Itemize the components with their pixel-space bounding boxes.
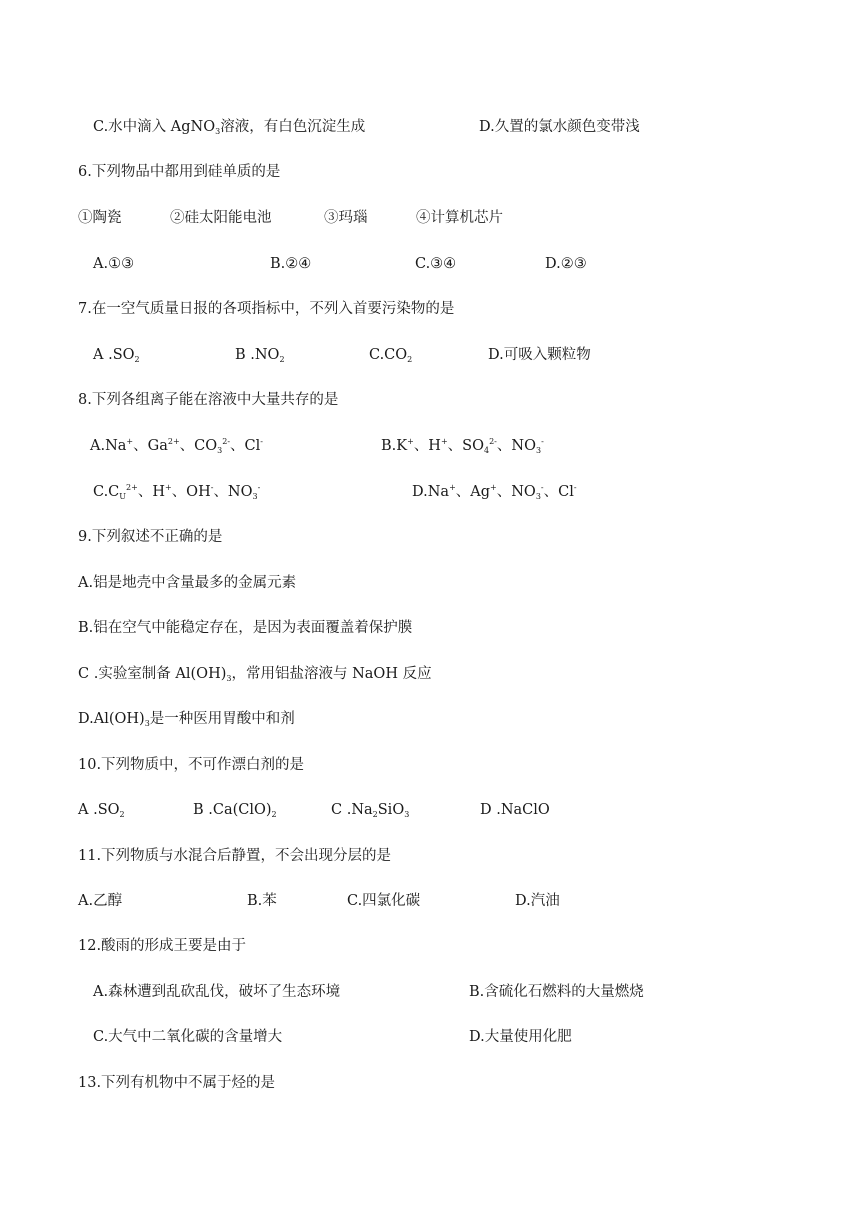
q9-option-b: B.铝在空气中能稳定存在，是因为表面覆盖着保护膜 xyxy=(78,620,413,636)
q9-option-a: A.铝是地壳中含量最多的金属元素 xyxy=(78,575,297,591)
q10-option-b: B $.Ca(ClO)_2$ xyxy=(193,802,277,819)
q8-stem: 8.下列各组离子能在溶液中大量共存的是 xyxy=(78,392,339,408)
q11-option-c: C.四氯化碳 xyxy=(347,893,421,909)
q7-option-d: D.可吸入颗粒物 xyxy=(488,347,591,363)
q10-option-d: D .NaClO xyxy=(480,802,550,818)
q12-option-d: D.大量使用化肥 xyxy=(469,1029,572,1045)
q10-stem: 10.下列物质中，不可作漂白剂的是 xyxy=(78,757,305,773)
q12-stem: 12.酸雨的形成王要是由于 xyxy=(78,938,247,954)
q9-stem: 9.下列叙述不正确的是 xyxy=(78,529,223,545)
q12-option-a: A.森林遭到乱砍乱伐，破坏了生态环境 xyxy=(93,984,341,1000)
q9-option-d: $D.Al(OH)_3$是一种医用胃酸中和剂 xyxy=(78,711,295,728)
q5-option-d: D.久置的氯水颜色变带浅 xyxy=(479,119,640,135)
q6-item-2: ②硅太阳能电池 xyxy=(170,210,272,226)
q8-option-d: D.Na+、Ag+、$NO_3^-$、Cl- xyxy=(412,483,577,501)
q8-option-c: $C.C_U^{2+}$、H+、OH-、$NO_3^-$ xyxy=(93,483,261,501)
q6-option-a: A.①③ xyxy=(93,256,135,272)
q6-item-1: ①陶瓷 xyxy=(78,210,122,226)
q6-option-c: C.③④ xyxy=(415,256,457,272)
q6-option-b: B.②④ xyxy=(270,256,312,272)
q6-stem: 6.下列物品中都用到硅单质的是 xyxy=(78,164,281,180)
q6-option-d: D.②③ xyxy=(545,256,587,272)
q13-stem: 13.下列有机物中不属于烃的是 xyxy=(78,1075,276,1091)
q6-item-4: ④计算机芯片 xyxy=(416,210,503,226)
q8-option-b: B.K+、H+、$SO_4^{2-}$、$NO_3^-$ xyxy=(381,437,544,455)
q9-option-c: C .实验室制备 $Al(OH)_3$，常用铝盐溶液与 NaOH 反应 xyxy=(78,666,432,683)
q7-option-b: B $.NO_2$ xyxy=(235,347,285,364)
q5-option-c: C.水中滴入 AgNO$_3$溶液，有白色沉淀生成 xyxy=(93,119,366,136)
q11-option-d: D.汽油 xyxy=(515,893,560,909)
q6-item-3: ③玛瑙 xyxy=(324,210,368,226)
q10-option-c: C $.Na_2SiO_3$ xyxy=(331,802,410,819)
q7-option-a: A $.SO_2$ xyxy=(93,347,140,364)
q11-option-b: B.苯 xyxy=(247,893,277,909)
q7-stem: 7.在一空气质量日报的各项指标中，不列入首要污染物的是 xyxy=(78,301,455,317)
q10-option-a: A $.SO_2$ xyxy=(78,802,125,819)
q11-stem: 11.下列物质与水混合后静置，不会出现分层的是 xyxy=(78,848,392,864)
q12-option-b: B.含硫化石燃料的大量燃烧 xyxy=(469,984,644,1000)
q11-option-a: A.乙醇 xyxy=(78,893,123,909)
q12-option-c: C.大气中二氧化碳的含量增大 xyxy=(93,1029,283,1045)
q7-option-c: $C.CO_2$ xyxy=(369,347,413,364)
q8-option-a: A.Na+、$Ga^{2+}$、$CO_3^{2-}$、Cl- xyxy=(90,437,263,455)
